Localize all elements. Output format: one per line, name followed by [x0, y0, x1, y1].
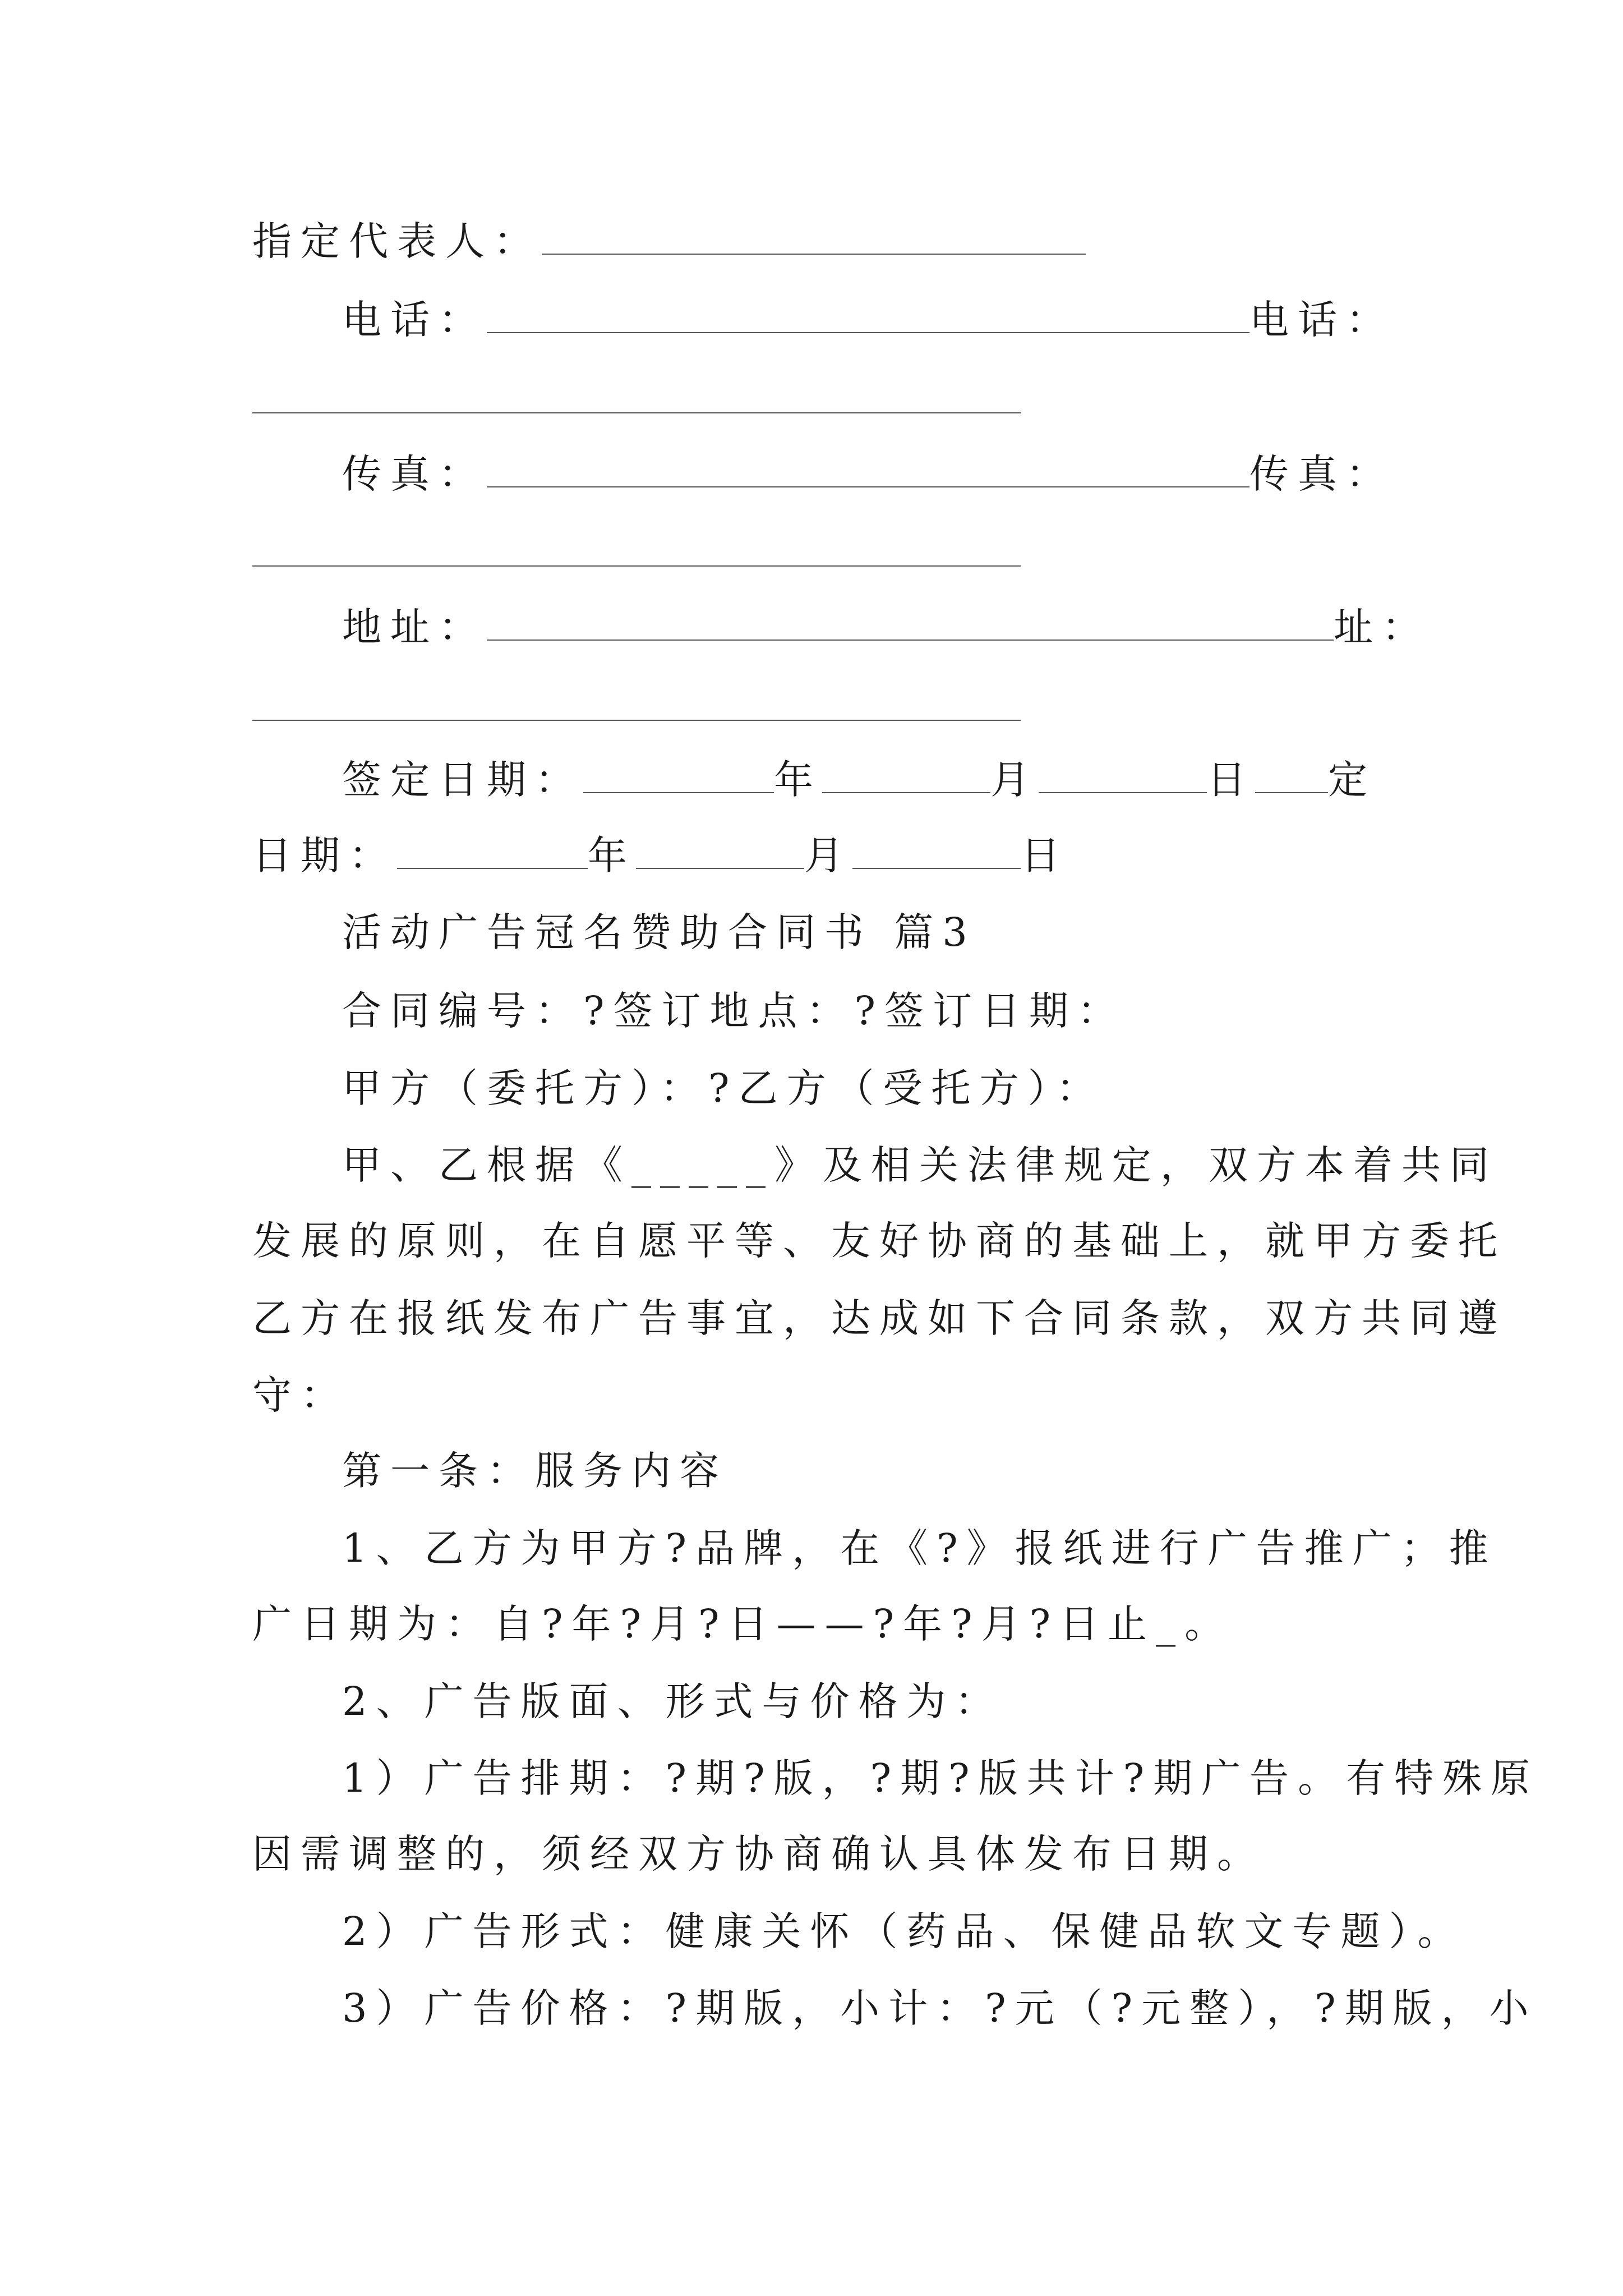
month-blank-2	[636, 836, 804, 869]
day-char: 日	[1207, 757, 1255, 803]
designated-rep-line	[252, 219, 1380, 264]
month-blank	[822, 761, 990, 793]
fax-label-2: 传真：	[1249, 451, 1394, 497]
intro-paragraph-line-2: 发展的原则，在自愿平等、友好协商的基础上，就甲方委托	[252, 1218, 1506, 1264]
phone-blank	[487, 301, 1249, 333]
date-label-2: 日期：	[252, 832, 397, 878]
intro-paragraph-line-4: 守：	[252, 1372, 349, 1418]
item-2-1-line-1: 1）广告排期：?期?版，?期?版共计?期广告。有特殊原	[342, 1755, 1539, 1801]
contract-title: 活动广告冠名赞助合同书 篇3	[342, 909, 976, 955]
sign-date-line	[342, 757, 1469, 802]
ding-char: 定	[1328, 757, 1376, 803]
day-blank-2	[852, 836, 1021, 869]
item-2-2: 2）广告形式：健康关怀（药品、保健品软文专题）。	[342, 1908, 1466, 1954]
item-2-1-line-2: 因需调整的，须经双方协商确认具体发布日期。	[252, 1831, 1265, 1877]
item-1-line-2: 广日期为：自?年?月?日——?年?月?日止_。	[252, 1601, 1233, 1647]
month-char: 月	[990, 757, 1039, 803]
year-blank-2	[397, 836, 588, 869]
sign-date-label: 签定日期：	[342, 757, 583, 803]
address-continuation-rule	[252, 720, 1021, 721]
fax-line	[342, 452, 1469, 496]
contract-meta: 合同编号：?签订地点：?签订日期：	[342, 988, 1126, 1034]
day-char-2: 日	[1021, 832, 1069, 878]
phone-continuation-rule	[252, 412, 1021, 413]
intro-paragraph-line-3: 乙方在报纸发布广告事宜，达成如下合同条款，双方共同遵	[252, 1295, 1506, 1341]
address-blank	[487, 608, 1334, 641]
address-line	[342, 605, 1469, 650]
year-char: 年	[774, 757, 822, 803]
day-blank	[1039, 761, 1207, 793]
month-char-2: 月	[804, 832, 852, 878]
designated-rep-label: 指定代表人：	[252, 218, 542, 264]
item-2: 2、广告版面、形式与价格为：	[342, 1678, 1003, 1724]
year-blank	[583, 761, 774, 793]
address-label-2: 址：	[1334, 604, 1430, 650]
year-char-2: 年	[588, 832, 636, 878]
phone-line	[342, 297, 1469, 342]
short-blank	[1255, 761, 1328, 793]
contract-parties: 甲方（委托方）：?乙方（受托方）：	[342, 1065, 1105, 1111]
item-1-line-1: 1、乙方为甲方?品牌，在《?》报纸进行广告推广；推	[342, 1525, 1497, 1571]
item-2-3: 3）广告价格：?期版，小计：?元（?元整），?期版，小	[342, 1985, 1538, 2031]
intro-paragraph-line-1: 甲、乙根据《_____》及相关法律规定，双方本着共同	[342, 1142, 1498, 1188]
fax-continuation-rule	[252, 565, 1021, 567]
fax-blank	[487, 455, 1249, 487]
designated-rep-blank	[542, 222, 1086, 255]
phone-label: 电话：	[342, 297, 487, 343]
fax-label: 传真：	[342, 451, 487, 497]
article-1-heading: 第一条：服务内容	[342, 1448, 728, 1494]
phone-label-2: 电话：	[1249, 297, 1394, 343]
date-line-2	[252, 833, 1380, 878]
address-label: 地址：	[342, 604, 487, 650]
